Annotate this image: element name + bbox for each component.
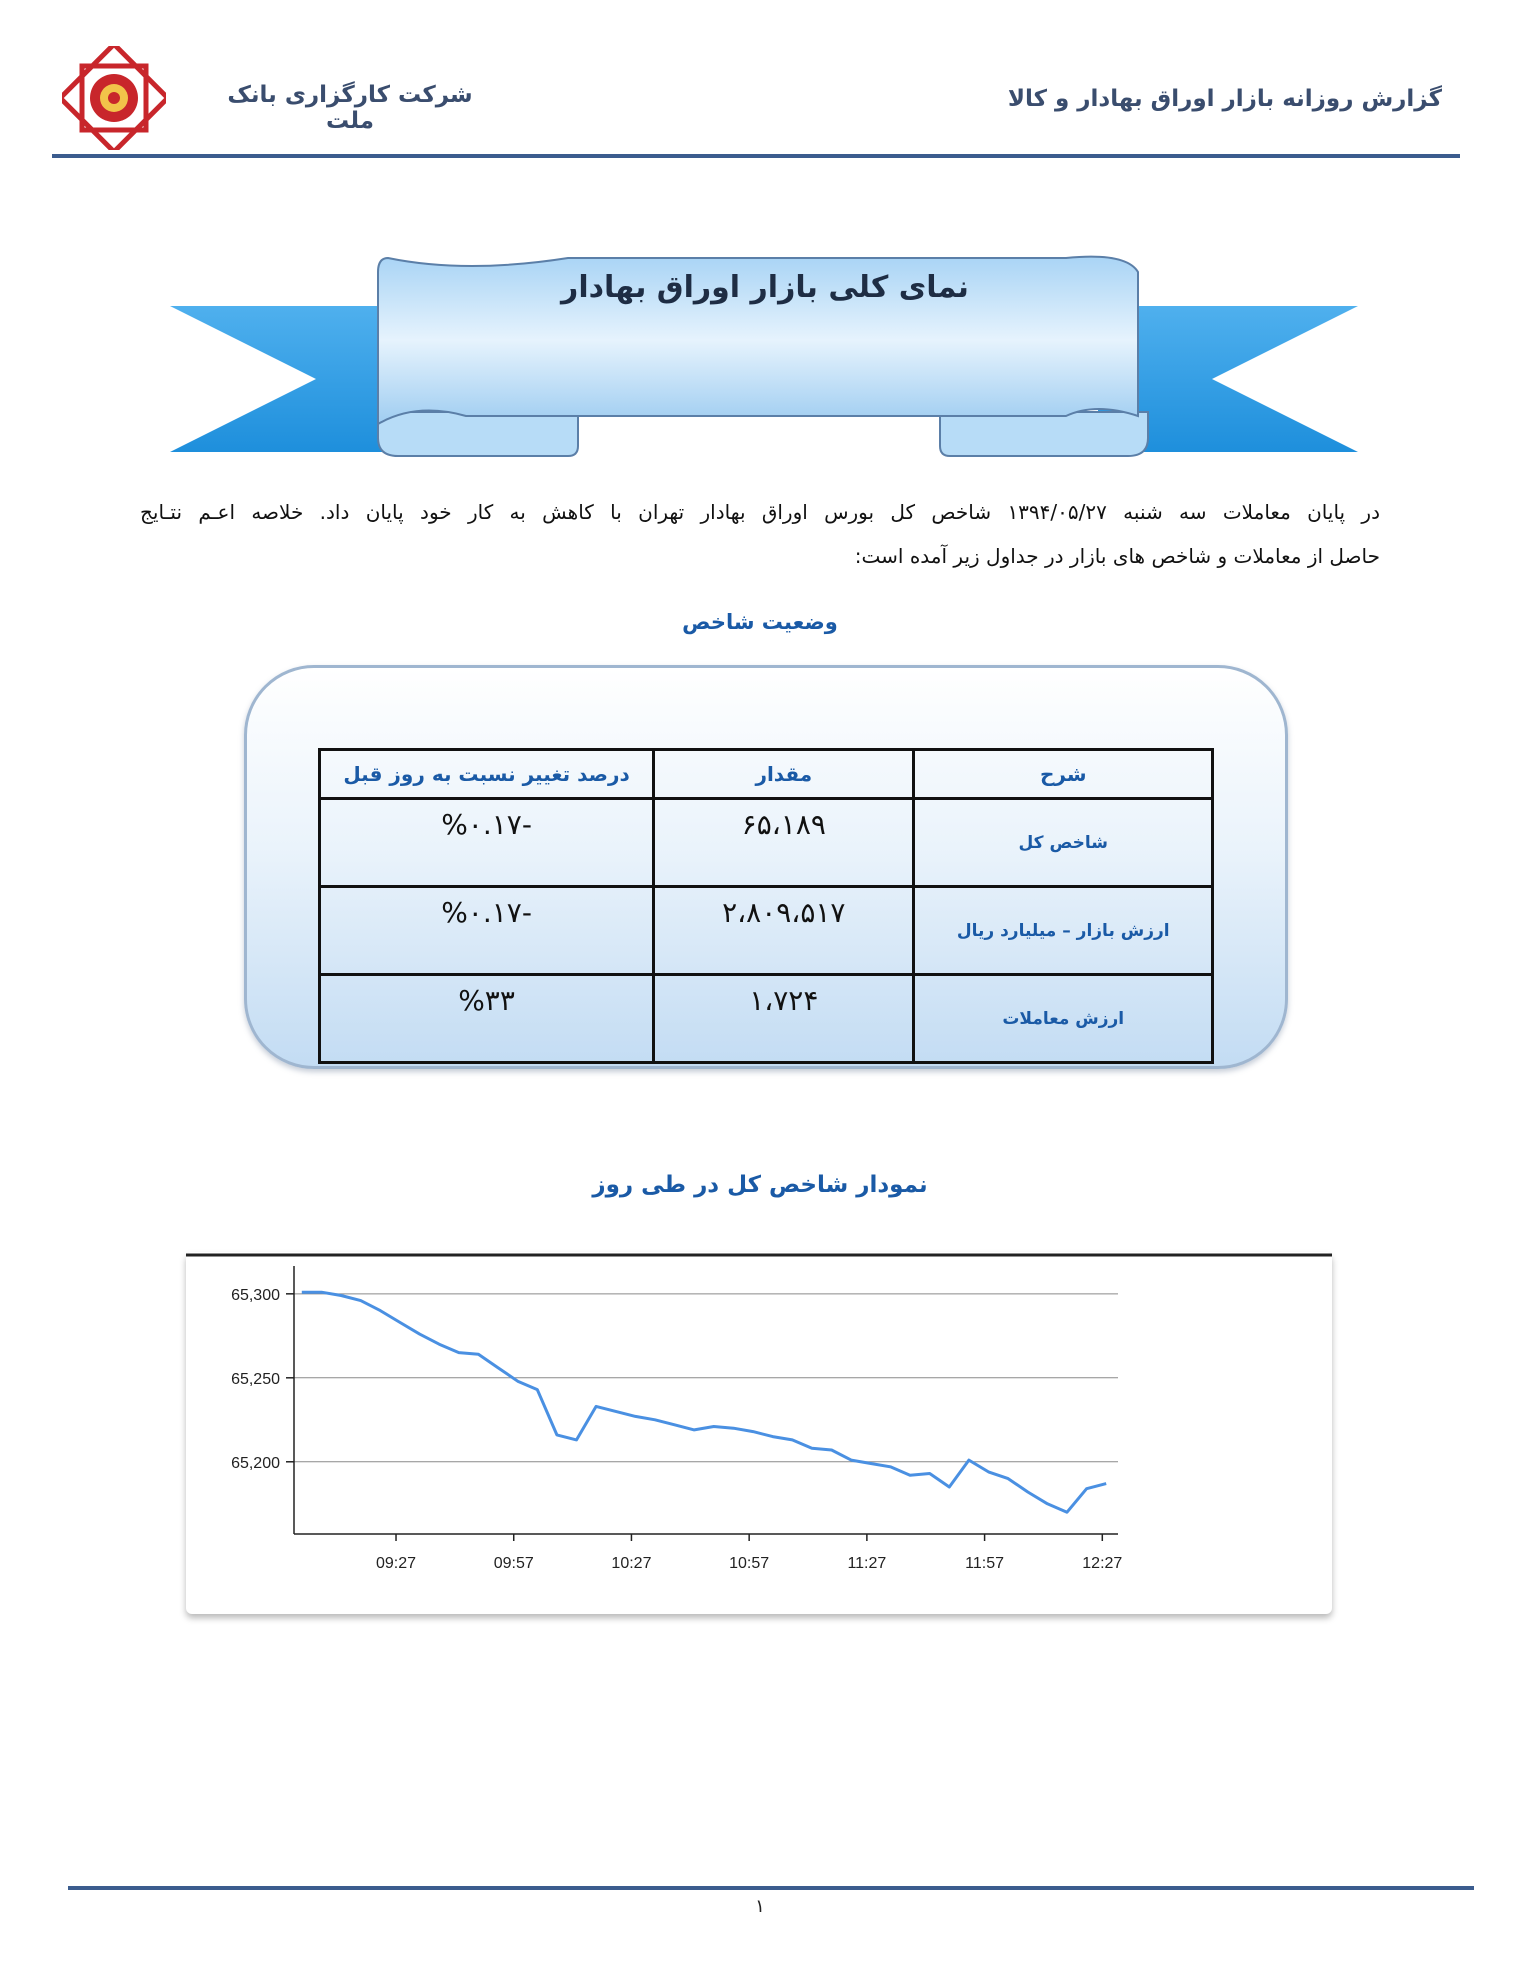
table-row [320,799,1213,887]
row-change: -%۰.۱۷ [320,887,654,975]
row-value: ۶۵،۱۸۹ [654,799,914,887]
intro-line-2: حاصل از معاملات و شاخص های بازار در جداول زیر آمده است: [854,544,1380,568]
index-status-table [318,748,1214,1064]
y-tick-label: 65,250 [231,1370,280,1388]
intro-paragraph [140,490,1380,578]
x-ticks [376,1534,1122,1572]
header-value: مقدار [654,750,914,799]
x-tick-label: 09:57 [493,1555,534,1572]
chart-grid [294,1294,1118,1462]
header-change: درصد تغییر نسبت به روز قبل [320,750,654,799]
chart-title: نمودار شاخص کل در طی روز [592,1172,928,1198]
series-line [302,1292,1106,1512]
row-change: %۳۳ [320,975,654,1063]
x-tick-label: 11:57 [965,1555,1005,1572]
row-description: ارزش معاملات [914,975,1213,1063]
table-row [320,975,1213,1063]
x-tick-label: 10:57 [729,1555,770,1572]
row-value: ۱،۷۲۴ [654,975,914,1063]
y-tick-label: 65,300 [231,1286,280,1304]
x-tick-label: 09:27 [375,1555,417,1572]
y-ticks [231,1287,294,1472]
index-line-chart [186,1252,1332,1614]
table-row [320,887,1213,975]
page-number: ۱ [755,1896,765,1917]
x-tick-label: 11:27 [847,1555,887,1572]
header-divider [52,154,1460,158]
x-tick-label: 10:27 [611,1555,652,1572]
row-change: -%۰.۱۷ [320,799,654,887]
footer-divider [68,1886,1474,1890]
row-description: شاخص کل [914,799,1213,887]
banner-title: نمای کلی بازار اوراق بهادار [561,270,969,305]
company-logo [62,46,166,150]
index-status-title: وضعیت شاخص [682,610,838,634]
report-title: گزارش روزانه بازار اوراق بهادار و کالا [1007,86,1442,112]
intro-line-1: در پایان معاملات سه شنبه ۱۳۹۴/۰۵/۲۷ شاخص کل بورس اوراق بهادار تهران با کاهش به کار خود پایان داد. خلاصه اعـم نتـایج [140,500,1381,524]
header-description: شرح [914,750,1213,799]
company-name: شرکت کارگزاری بانک ملت [227,82,473,134]
y-tick-label: 65,200 [231,1454,280,1472]
row-description: ارزش بازار – میلیارد ریال [914,887,1213,975]
table-header-row [320,750,1213,799]
x-tick-label: 12:27 [1082,1555,1123,1572]
row-value: ۲،۸۰۹،۵۱۷ [654,887,914,975]
